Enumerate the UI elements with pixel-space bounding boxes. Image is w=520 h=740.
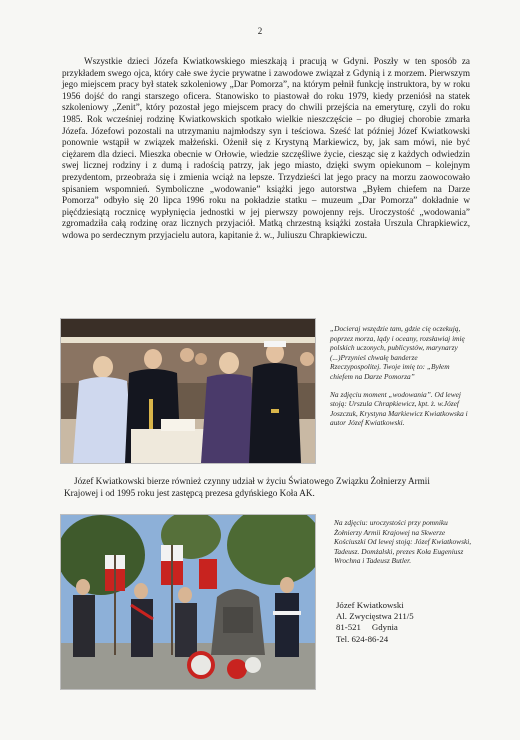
photo-monument-image [61,515,315,689]
photo-monument-ceremony [60,514,316,690]
signature-phone: Tel. 624-86-24 [336,633,389,644]
signature-name: Józef Kwiatkowski [336,600,404,610]
signature-postal: 81-521 Gdynia [336,622,398,633]
second-paragraph [64,476,464,499]
caption-launching [330,324,468,436]
second-paragraph-text: Józef Kwiatkowski bierze również czynny udział w życiu Światowego Związku Żołnierzy Armii Krajowej i od 1995 roku jest zastępcą prezesa gdyńskiego Koła AK. [64,476,430,498]
signature-street: Al. Zwycięstwa 211/5 [336,611,414,622]
photo-launching-image [61,319,315,463]
caption-monument [334,518,474,574]
page-number: 2 [257,26,263,36]
signature-block [336,600,476,645]
main-paragraph: Wszystkie dzieci Józefa Kwiatkowskiego mieszkają i pracują w Gdyni. Poszły w ten sposób za przykładem swego ojca, który całe swe życie prywatne i zawodowe związał z Gdynią i z morzem. Pierwszym jego miejscem pracy był statek szkoleniowy „Dar Pomorza”, na którym pełnił funkcję instruktora, by w roku 1956 dojść do rangi starszego oficera. Stanowisko to piastował do roku 1979, kiedy przeniósł na statek szkoleniowy „Zenit”, który pozostał jego miejscem pracy do chwili przejścia na emeryturę, czyli do roku 1985. Rok wcześniej rodzinę Kwiatkowskich spotkało wielkie nieszczęście – po długiej chorobie zmarła Józefa. Józefowi pozostali na utrzymaniu najmłodszy syn i teściowa. Sześć lat później Józef Kwiatkowski ponownie wstąpił w związek małżeński. Ożenił się z Krystyną Markiewicz, by, jak sam mówi, nie być ciężarem dla dzieci. Mieszka obecnie w Orłowie, wiedzie szczęśliwe życie, ciesząc się z każdych odwiedzin swej licznej rodziny i z dumą i radością patrzy, jak jego miasto, dzięki swym opiekunom – kolejnym prezydentom, przeobraża się i zmienia wciąż na lepsze. Trzydzieści lat jego pracy na morzu zaowocowało spisaniem wspomnień. Symboliczne „wodowanie” książki jego autorstwa „Byłem chiefem na Darze Pomorza” odbyło się 20 lipca 1996 roku na pokładzie statku – muzeum „Dar Pomorza” dokładnie w pięćdziesiątą rocznicę wypłynięcia jednostki w jej pierwszy powojenny rejs. Uroczystość „wodowania” zgromadziła całą rodzinę oraz licznych przyjaciół. Matką chrzestną książki została Urszula Chrapkiewicz, wdowa po serdecznym przyjacielu autora, kapitanie ż. w., Juliuszu Chrapkiewiczu. [62,56,470,240]
caption-monument-text: Na zdjęciu: uroczystości przy pomniku Żołnierzy Armii Krajowej na Skwerze Kościuszki Od lewej stoją: Józef Kwiatkowski, Tadeusz. Domżalski, prezes Koła Eugeniusz Wrochna i Tadeusz Butler. [334,518,472,566]
photo-launching-ceremony [60,318,316,464]
caption-launching-description: Na zdjęciu moment „wodowania”. Od lewej stoją: Urszula Chrapkiewicz, kpt. ż. w.Józef Joszczuk, Krystyna Markiewicz Kwiatkowska i autor Józef Kwiatkowski. [330,389,468,428]
caption-launching-quote: „Docieraj wszędzie tam, gdzie cię oczekują, poprzez morza, lądy i oceany, rozsławiaj imię polskich uczonych, publicystów, marynarzy (...)Przynieś chwałę banderze Rzeczypospolitej. Twoje imię to: „Byłem chiefem na Darze Pomorza” [330,324,465,381]
main-text [62,56,470,242]
